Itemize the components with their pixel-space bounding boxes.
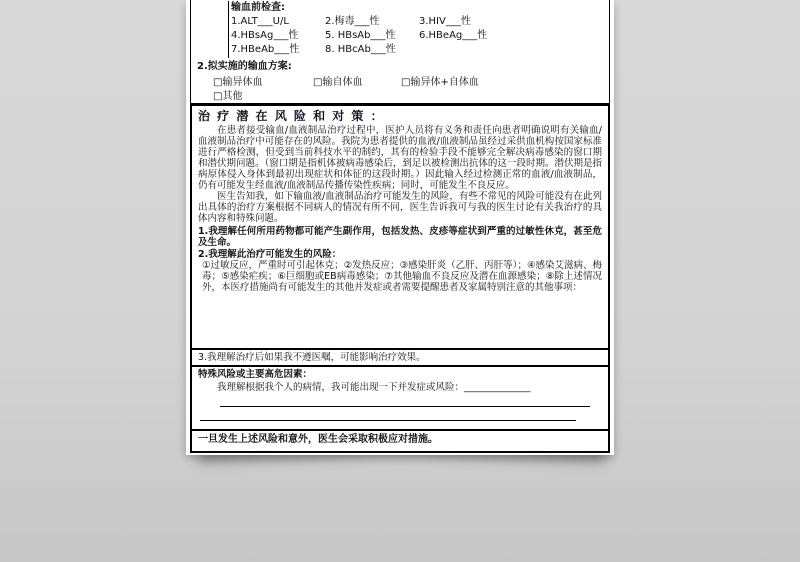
exam-item-hbsab: 5. HBsAb___性 bbox=[325, 30, 396, 41]
exam-item-hbsag: 4.HBsAg___性 bbox=[231, 30, 299, 41]
exam-label: 输血前检查: bbox=[231, 2, 285, 13]
document-paper bbox=[186, 0, 614, 455]
exam-block bbox=[197, 1, 603, 58]
table-column-divider bbox=[228, 1, 229, 58]
exam-row bbox=[231, 15, 603, 29]
exam-item-hbeag: 6.HBeAg___性 bbox=[419, 30, 488, 41]
exam-row bbox=[231, 43, 603, 57]
exam-row bbox=[231, 29, 603, 43]
risk-item-1: 1.我理解任何所用药物都可能产生副作用，包括发热、皮疹等症状到严重的过敏性休克，甚至危及生命。 bbox=[198, 226, 602, 248]
compliance-statement-row bbox=[190, 350, 610, 367]
risk-and-countermeasures-section bbox=[190, 104, 610, 350]
special-risks-label: 特殊风险或主要高危因素： bbox=[198, 369, 313, 380]
plan-option-mixed: □输异体+自体血 bbox=[401, 77, 479, 88]
exam-item-hbcab: 8. HBcAb___性 bbox=[325, 44, 396, 55]
consent-form bbox=[190, 0, 610, 453]
exam-item-hiv: 3.HIV___性 bbox=[419, 16, 471, 27]
special-risks-statement: 我理解根据我个人的病情，我可能出现一下并发症或风险：______________ bbox=[217, 382, 531, 393]
plan-option-allogeneic: □输异体血 bbox=[213, 77, 263, 88]
risk-item-2-body: ①过敏反应，严重时可引起休克；②发热反应；③感染肝炎（乙肝、丙肝等）；④感染艾滋病、梅毒；⑤感染疟疾；⑥巨细胞或EB病毒感染；⑦其他输血不良反应及潜在血源感染；⑧除上述情况外，本医疗措施尚有可能发生的其他并发症或者需要提醒患者及家属特别注意的其他事项： bbox=[202, 260, 602, 293]
blank-fill-line-1 bbox=[220, 394, 590, 407]
risk-section-title: 治 疗 潜 在 风 险 和 对 策 ： bbox=[198, 109, 385, 123]
pretransfusion-exam-section bbox=[190, 0, 610, 104]
special-risks-section bbox=[190, 367, 610, 431]
risk-paragraph-2: 医生告知我，如下输血液/血液制品治疗可能发生的风险，有些不常见的风险可能没有在此列出具体的治疗方案根据不同病人的情况有所不同，医生告诉我可与我的医生讨论有关我治疗的具体内容和特殊问题。 bbox=[198, 191, 602, 224]
exam-item-syphilis: 2.梅毒___性 bbox=[325, 16, 380, 27]
risk-item-2-label: 2.我理解此治疗可能发生的风险： bbox=[198, 249, 342, 260]
final-assurance-statement: 一旦发生上述风险和意外，医生会采取积极应对措施。 bbox=[198, 434, 438, 445]
transfusion-plan-label: 2.拟实施的输血方案: bbox=[197, 61, 292, 72]
blank-fill-line-2 bbox=[200, 408, 576, 421]
plan-option-autologous: □输自体血 bbox=[313, 77, 363, 88]
compliance-statement: 3.我理解治疗后如果我不遵医嘱，可能影响治疗效果。 bbox=[198, 352, 426, 363]
exam-item-hbeab: 7.HBeAb___性 bbox=[231, 44, 300, 55]
risk-paragraph-1: 在患者接受输血/血液制品治疗过程中，医护人员将有义务和责任向患者明确说明有关输血/血液制品治疗中可能存在的风险。我院为患者提供的血液/血液制品虽经过采供血机构按国家标准进行严格检测，但受到当前科技水平的制约，其有的检验手段不能够完全解决病毒感染的窗口期和潜伏期问题。（窗口期是指机体被病毒感染后，到足以被检测出抗体的这一段时期。潜伏期是指病原体侵入身体到最初出现症状和体征的这段时期。）因此输入经过检测正常的血液/血液制品，仍有可能发生经血液/血液制品传播传染性疾病；同时，可能发生不良反应。 bbox=[198, 125, 602, 191]
exam-item-alt: 1.ALT___U/L bbox=[231, 16, 289, 27]
final-assurance-row bbox=[190, 431, 610, 453]
plan-option-other: □其他 bbox=[213, 91, 243, 102]
transfusion-plan-options bbox=[197, 76, 603, 90]
